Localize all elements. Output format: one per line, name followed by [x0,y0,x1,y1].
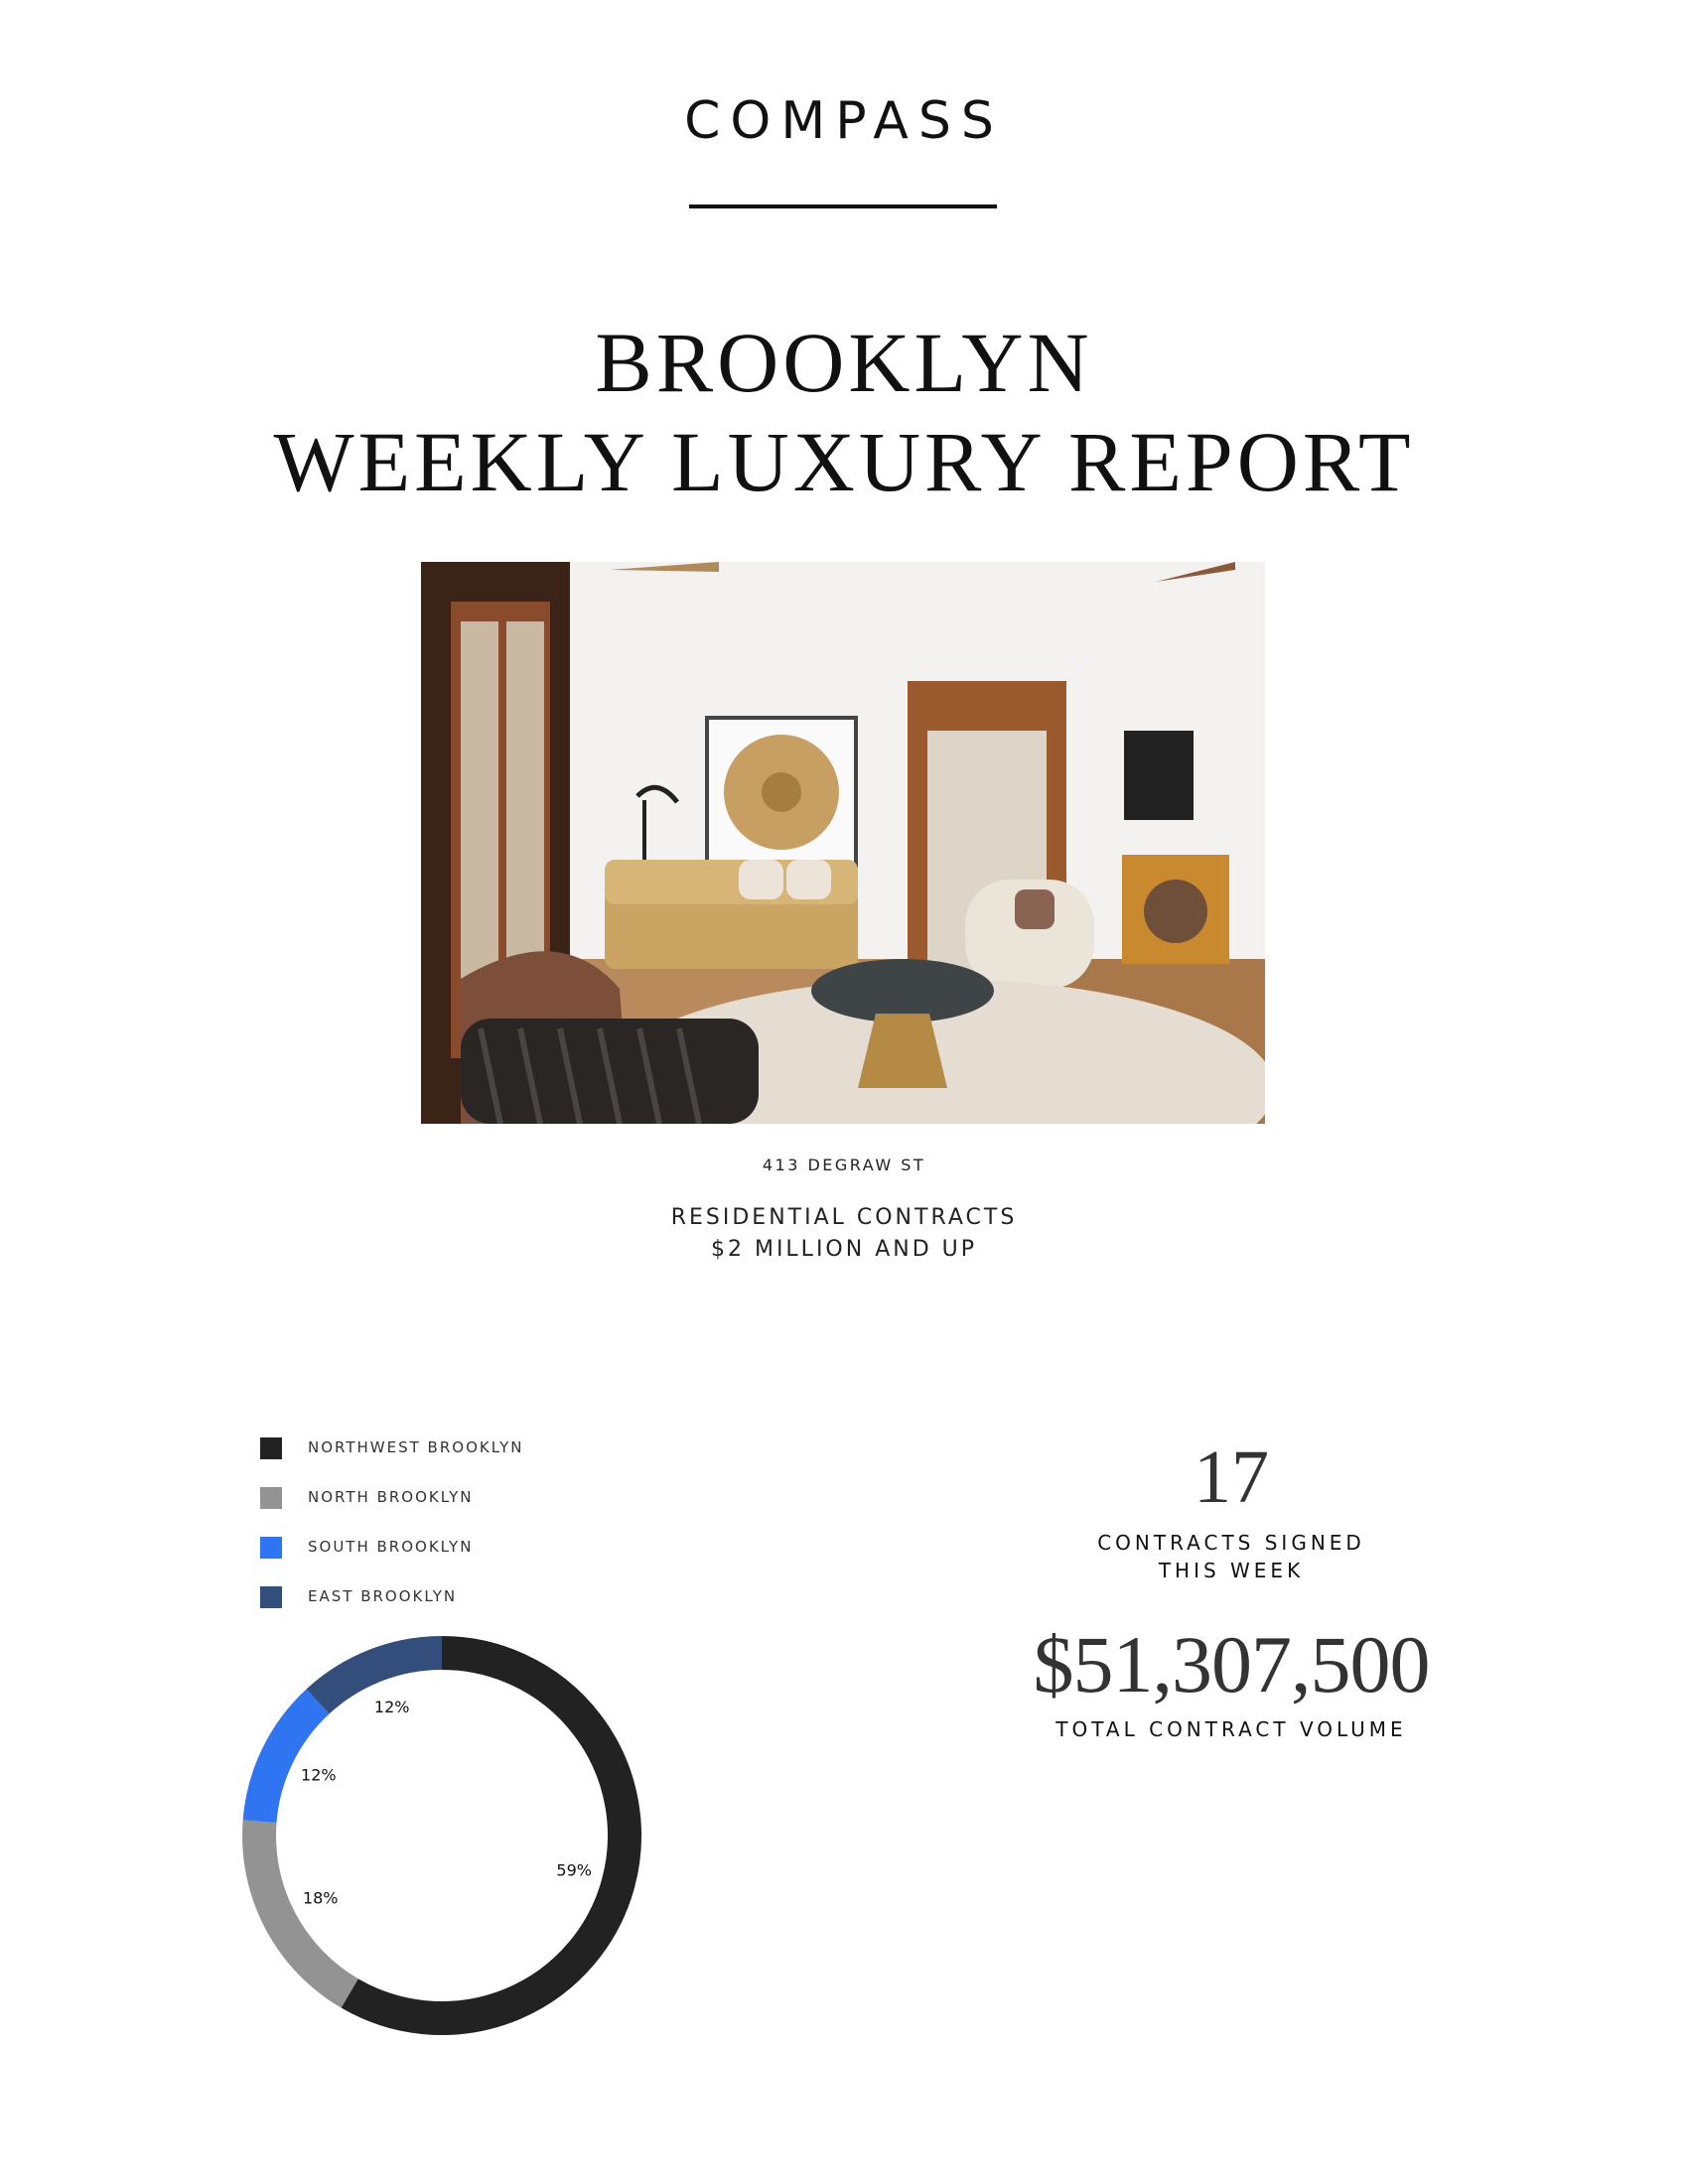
contracts-count: 17 [1194,1435,1269,1519]
donut-segment-south-brooklyn [260,1702,318,1822]
legend-swatch [260,1437,282,1459]
donut-label-south-brooklyn: 12% [301,1765,337,1785]
header-divider [689,205,997,208]
legend-label: EAST BROOKLYN [308,1587,458,1605]
report-subtitle-line2: $2 MILLION AND UP [710,1237,978,1262]
legend-label: NORTH BROOKLYN [308,1488,474,1506]
contracts-label-line1: CONTRACTS SIGNED [1097,1531,1365,1555]
legend-swatch [260,1487,282,1509]
total-volume-label: TOTAL CONTRACT VOLUME [1055,1717,1407,1741]
donut-label-northwest-brooklyn: 59% [556,1860,592,1880]
legend-swatch [260,1537,282,1559]
donut-segment-east-brooklyn [318,1653,442,1702]
contracts-by-region-donut-chart [238,1632,645,2039]
photo-address-caption: 413 DEGRAW ST [762,1156,926,1174]
report-title-line2: WEEKLY LUXURY REPORT [273,414,1415,509]
living-room-photo [421,562,1265,1124]
total-volume-stat [993,1619,1470,1743]
donut-label-east-brooklyn: 12% [373,1698,410,1717]
report-title-line1: BROOKLYN [595,315,1093,410]
legend-label: NORTHWEST BROOKLYN [308,1438,524,1456]
report-subtitle-line1: RESIDENTIAL CONTRACTS [670,1205,1018,1230]
total-contract-volume: $51,307,500 [1033,1619,1430,1709]
compass-logo: COMPASS [684,91,1004,151]
donut-label-north-brooklyn: 18% [302,1888,339,1908]
contracts-signed-stat [993,1435,1470,1584]
legend-swatch [260,1586,282,1608]
contracts-label-line2: THIS WEEK [1158,1559,1305,1582]
legend-label: SOUTH BROOKLYN [308,1538,474,1556]
